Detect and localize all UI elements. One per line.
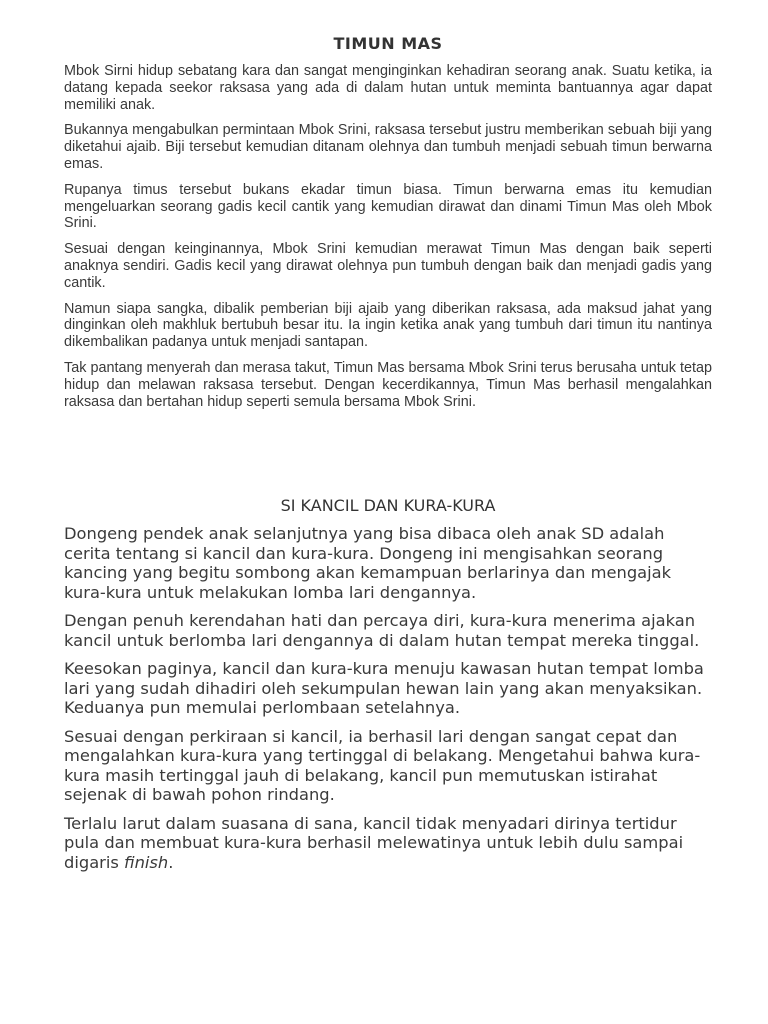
story-paragraph: Dongeng pendek anak selanjutnya yang bisa dibaca oleh anak SD adalah cerita tentang si kancil dan kura-kura. Dongeng ini mengisahkan seorang kancing yang begitu sombong akan kemampuan berlarinya dan mengajak kura-kura untuk melakukan lomba lari dengannya. — [64, 524, 672, 602]
story-paragraph: Dengan penuh kerendahan hati dan percaya diri, kura-kura menerima ajakan kancil untuk berlomba lari dengannya di dalam hutan tempat mereka tinggal. — [64, 611, 700, 650]
story-paragraph-last — [64, 814, 712, 873]
story-paragraph: Rupanya timus tersebut bukans ekadar timun biasa. Timun berwarna emas itu kemudian mengeluarkan seorang gadis kecil cantik yang kemudian dirawat dan dinami Timun Mas oleh Mbok Srini. — [64, 181, 712, 232]
story-paragraph: Tak pantang menyerah dan merasa takut, Timun Mas bersama Mbok Srini terus berusaha untuk tetap hidup dan melawan raksasa tersebut. Dengan kecerdikannya, Timun Mas berhasil mengalahkan raksasa dan bertahan hidup seperti semula bersama Mbok Srini. — [64, 359, 712, 410]
story-paragraph: Mbok Sirni hidup sebatang kara dan sangat menginginkan kehadiran seorang anak. Suatu ketika, ia datang kepada seekor raksasa yang ada di dalam hutan untuk meminta bantuannya agar dapat memiliki anak. — [64, 63, 712, 113]
story-timun-mas — [64, 34, 712, 419]
story-paragraph: Sesuai dengan perkiraan si kancil, ia berhasil lari dengan sangat cepat dan mengalahkan kura-kura yang tertinggal di belakang. Mengetahui bahwa kura-kura masih tertinggal jauh di belakang, kancil pun memutuskan istirahat sejenak di bawah pohon rindang. — [64, 726, 701, 804]
paragraph-text: Terlalu larut dalam suasana di sana, kancil tidak menyadari dirinya tertidur pula dan membuat kura-kura berhasil melewatinya untuk lebih dulu sampai digaris — [64, 813, 684, 872]
italic-word: finish — [124, 852, 169, 872]
story-paragraph: Namun siapa sangka, dibalik pemberian biji ajaib yang diberikan raksasa, ada maksud jahat yang dinginkan oleh makhluk bertubuh besar itu. Ia ingin ketika anak yang tumbuh dari timun itu nantinya dikembalikan padanya untuk menjadi santapan. — [64, 300, 712, 351]
story-paragraph: Bukannya mengabulkan permintaan Mbok Srini, raksasa tersebut justru memberikan sebuah biji yang diketahui ajaib. Biji tersebut kemudian ditanam olehnya dan tumbuh menjadi sebuah timun berwarna emas. — [64, 122, 712, 172]
story-paragraph: Keesokan paginya, kancil dan kura-kura menuju kawasan hutan tempat lomba lari yang sudah dihadiri oleh sekumpulan hewan lain yang akan menyaksikan. Keduanya pun memulai perlombaan setelahnya. — [64, 659, 704, 717]
story-title: SI KANCIL DAN KURA-KURA — [280, 496, 496, 515]
paragraph-end: . — [168, 852, 174, 872]
story-title: TIMUN MAS — [333, 34, 443, 53]
story-si-kancil-dan-kura-kura — [64, 496, 712, 881]
story-paragraph: Sesuai dengan keinginannya, Mbok Srini kemudian merawat Timun Mas dengan baik seperti anaknya sendiri. Gadis kecil yang dirawat olehnya pun tumbuh dengan baik dan menjadi gadis yang cantik. — [64, 241, 712, 291]
